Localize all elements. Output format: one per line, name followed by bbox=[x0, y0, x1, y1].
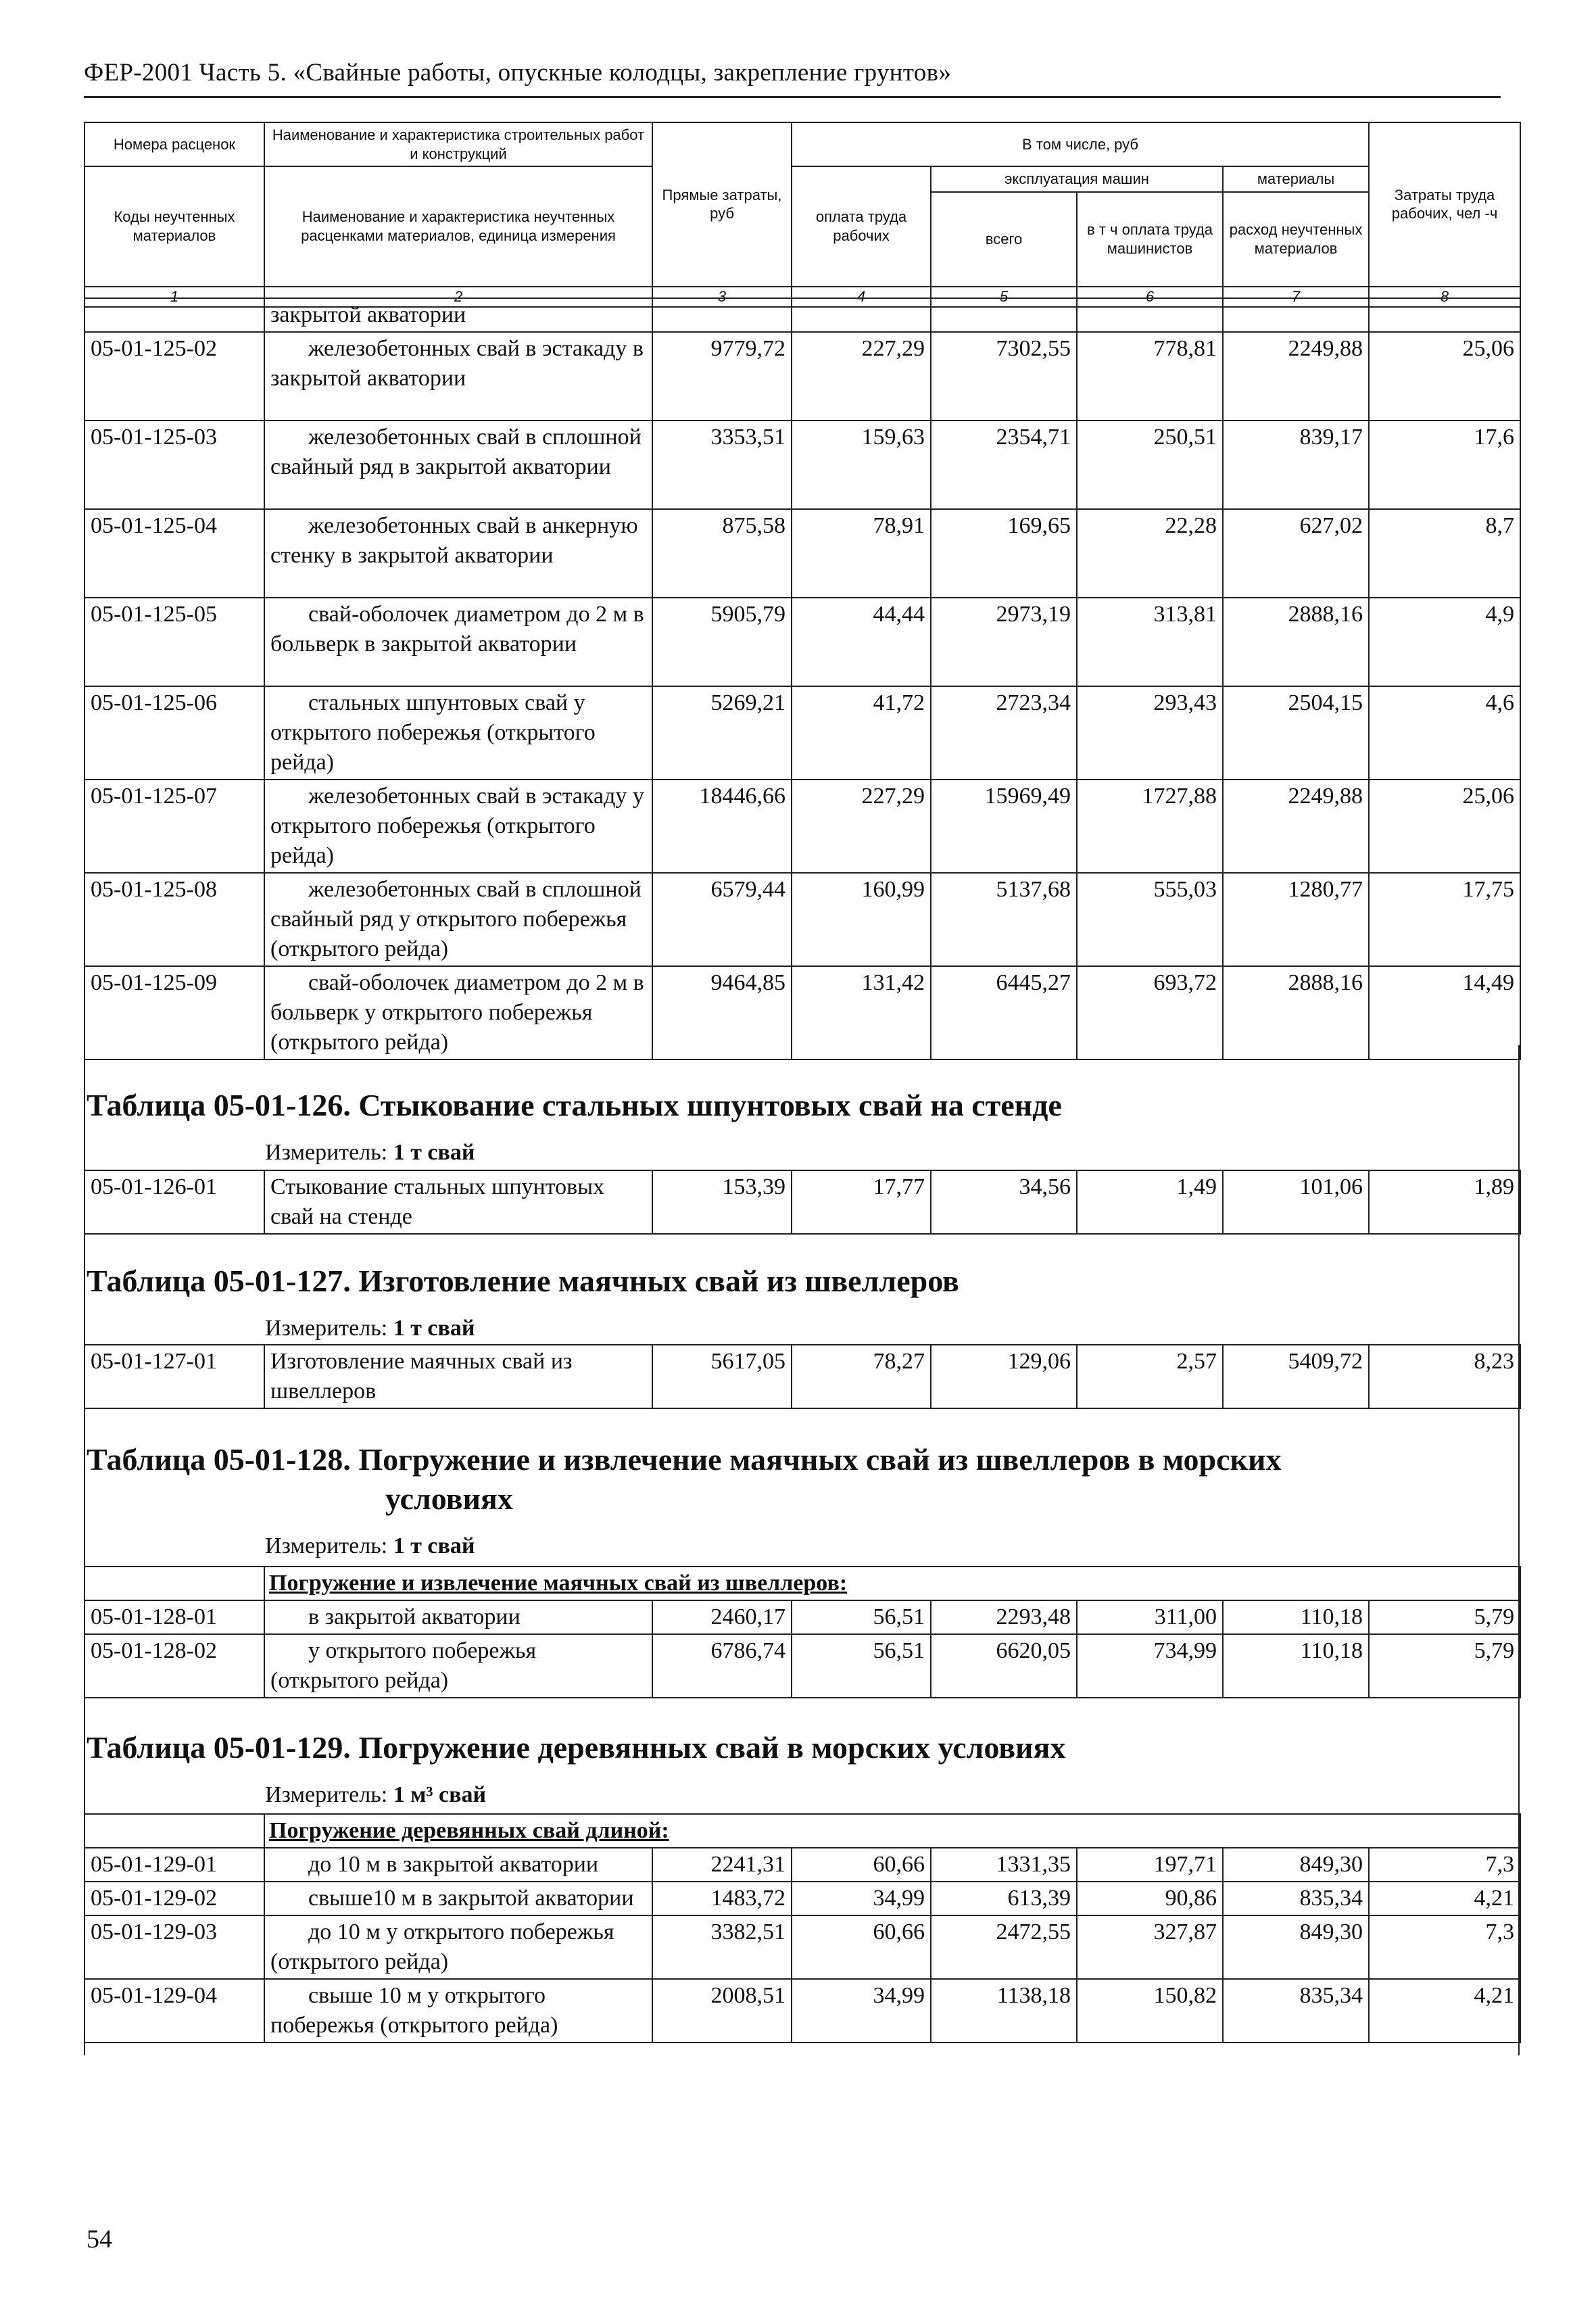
rate-code: 05-01-125-08 bbox=[84, 873, 264, 966]
hdr-mach-total: всего bbox=[931, 192, 1077, 287]
table-row bbox=[84, 1915, 1520, 1979]
rate-code: 05-01-126-01 bbox=[84, 1170, 264, 1234]
rate-code: 05-01-128-01 bbox=[84, 1600, 264, 1634]
rate-description: железобетонных свай в эстакаду у открытого побережья (открытого рейда) bbox=[270, 784, 644, 868]
table-row bbox=[84, 780, 1520, 873]
rate-description: до 10 м у открытого побережья (открытого рейда) bbox=[270, 1919, 614, 1974]
hdr-group: В том числе, руб bbox=[792, 122, 1369, 166]
hdr-materials: материалы bbox=[1223, 166, 1369, 192]
value-direct: 5269,21 bbox=[652, 686, 792, 780]
value-labor: 227,29 bbox=[792, 780, 931, 873]
col-number: 8 bbox=[1369, 287, 1520, 307]
value-mat: 110,18 bbox=[1223, 1600, 1369, 1634]
value-mach: 129,06 bbox=[931, 1345, 1077, 1408]
col-number: 7 bbox=[1223, 287, 1369, 307]
hdr-machines: эксплуатация машин bbox=[931, 166, 1223, 192]
value-direct: 9779,72 bbox=[652, 332, 792, 421]
value-mach: 1331,35 bbox=[931, 1848, 1077, 1882]
rate-description: стальных шпунтовых свай у открытого побережья (открытого рейда) bbox=[270, 690, 596, 775]
rate-description: свай-оболочек диаметром до 2 м в больверк у открытого побережья (открытого рейда) bbox=[270, 970, 644, 1055]
value-mat: 2249,88 bbox=[1223, 332, 1369, 421]
value-hours: 5,79 bbox=[1369, 1600, 1520, 1634]
value-direct: 3382,51 bbox=[652, 1915, 792, 1979]
value-labor: 78,91 bbox=[792, 509, 931, 598]
hdr-mach-labor: в т ч оплата труда машинистов bbox=[1077, 192, 1223, 287]
page-header: ФЕР-2001 Часть 5. «Свайные работы, опускные колодцы, закрепление грунтов» bbox=[84, 59, 952, 87]
value-direct: 2241,31 bbox=[652, 1848, 792, 1882]
hdr-name: Наименование и характеристика строительных работ и конструкций bbox=[264, 122, 652, 166]
value-labor: 34,99 bbox=[792, 1882, 931, 1915]
value-direct: 5905,79 bbox=[652, 598, 792, 686]
value-mach-labor: 22,28 bbox=[1077, 509, 1223, 598]
value-hours: 5,79 bbox=[1369, 1634, 1520, 1698]
value-hours: 25,06 bbox=[1369, 780, 1520, 873]
value-mach-labor: 693,72 bbox=[1077, 966, 1223, 1059]
value-hours: 17,6 bbox=[1369, 421, 1520, 509]
table-row bbox=[84, 421, 1520, 509]
continued-label: закрытой акватории bbox=[264, 298, 652, 332]
table-126 bbox=[84, 1170, 1521, 1235]
value-mach-labor: 778,81 bbox=[1077, 332, 1223, 421]
value-labor: 56,51 bbox=[792, 1600, 931, 1634]
value-hours: 4,21 bbox=[1369, 1979, 1520, 2043]
hdr-direct: Прямые затраты, руб bbox=[652, 122, 792, 287]
value-mach-labor: 313,81 bbox=[1077, 598, 1223, 686]
value-hours: 7,3 bbox=[1369, 1848, 1520, 1882]
rate-code: 05-01-125-04 bbox=[84, 509, 264, 598]
table-126-title: Таблица 05-01-126. Стыкование стальных шпунтовых свай на стенде bbox=[87, 1088, 1062, 1122]
value-mach: 169,65 bbox=[931, 509, 1077, 598]
value-mach-labor: 1,49 bbox=[1077, 1170, 1223, 1234]
table-128 bbox=[84, 1566, 1521, 1698]
value-hours: 4,21 bbox=[1369, 1882, 1520, 1915]
rate-description: свыше10 м в закрытой акватории bbox=[308, 1886, 634, 1911]
rate-code: 05-01-125-09 bbox=[84, 966, 264, 1059]
value-mat: 835,34 bbox=[1223, 1882, 1369, 1915]
table-row bbox=[84, 1979, 1520, 2043]
value-hours: 4,6 bbox=[1369, 686, 1520, 780]
col-number: 2 bbox=[264, 287, 652, 307]
table-row bbox=[84, 1345, 1520, 1408]
value-mat: 1280,77 bbox=[1223, 873, 1369, 966]
value-direct: 2008,51 bbox=[652, 1979, 792, 2043]
value-direct: 2460,17 bbox=[652, 1600, 792, 1634]
table-row bbox=[84, 1600, 1520, 1634]
value-labor: 34,99 bbox=[792, 1979, 931, 2043]
rate-description: железобетонных свай в эстакаду в закрытой акватории bbox=[270, 336, 644, 391]
rate-code: 05-01-129-03 bbox=[84, 1915, 264, 1979]
value-labor: 17,77 bbox=[792, 1170, 931, 1234]
value-labor: 41,72 bbox=[792, 686, 931, 780]
value-mach: 34,56 bbox=[931, 1170, 1077, 1234]
value-direct: 153,39 bbox=[652, 1170, 792, 1234]
rate-description: железобетонных свай в сплошной свайный ряд в закрытой акватории bbox=[270, 425, 642, 479]
value-mach: 6445,27 bbox=[931, 966, 1077, 1059]
rate-description: железобетонных свай в сплошной свайный ряд у открытого побережья (открытого рейда) bbox=[270, 877, 642, 961]
value-mach-labor: 327,87 bbox=[1077, 1915, 1223, 1979]
value-mat: 849,30 bbox=[1223, 1848, 1369, 1882]
value-mach: 2354,71 bbox=[931, 421, 1077, 509]
value-mat: 110,18 bbox=[1223, 1634, 1369, 1698]
table-127-title: Таблица 05-01-127. Изготовление маячных свай из швеллеров bbox=[87, 1264, 959, 1298]
value-labor: 131,42 bbox=[792, 966, 931, 1059]
value-hours: 8,23 bbox=[1369, 1345, 1520, 1408]
rate-description: в закрытой акватории bbox=[308, 1604, 521, 1629]
rate-description: свыше 10 м у открытого побережья (открытого рейда) bbox=[270, 1983, 558, 2038]
value-direct: 9464,85 bbox=[652, 966, 792, 1059]
value-hours: 4,9 bbox=[1369, 598, 1520, 686]
rate-code: 05-01-128-02 bbox=[84, 1634, 264, 1698]
col-number: 1 bbox=[84, 287, 264, 307]
value-mach: 7302,55 bbox=[931, 332, 1077, 421]
table-127 bbox=[84, 1344, 1521, 1409]
rate-code: 05-01-129-04 bbox=[84, 1979, 264, 2043]
rate-description: железобетонных свай в анкерную стенку в закрытой акватории bbox=[270, 513, 638, 568]
col-number: 3 bbox=[652, 287, 792, 307]
value-mat: 2504,15 bbox=[1223, 686, 1369, 780]
hdr-labor: оплата труда рабочих bbox=[792, 166, 931, 287]
value-mach-labor: 293,43 bbox=[1077, 686, 1223, 780]
table-125 bbox=[84, 297, 1521, 1060]
table-row bbox=[84, 1634, 1520, 1698]
table-126-unit: Измеритель: 1 т свай bbox=[265, 1140, 475, 1165]
table-row bbox=[84, 1170, 1520, 1234]
value-labor: 60,66 bbox=[792, 1915, 931, 1979]
value-mach: 613,39 bbox=[931, 1882, 1077, 1915]
table-128-unit: Измеритель: 1 т свай bbox=[265, 1533, 475, 1558]
table-row bbox=[84, 332, 1520, 421]
rate-code: 05-01-127-01 bbox=[84, 1345, 264, 1408]
value-mat: 627,02 bbox=[1223, 509, 1369, 598]
col-number: 6 bbox=[1077, 287, 1223, 307]
rate-code: 05-01-129-02 bbox=[84, 1882, 264, 1915]
table-127-unit: Измеритель: 1 т свай bbox=[265, 1316, 475, 1341]
hdr-material-codes: Коды неучтенных материалов bbox=[84, 166, 264, 287]
rate-code: 05-01-125-06 bbox=[84, 686, 264, 780]
value-labor: 160,99 bbox=[792, 873, 931, 966]
value-direct: 875,58 bbox=[652, 509, 792, 598]
table-row bbox=[84, 598, 1520, 686]
value-mat: 2249,88 bbox=[1223, 780, 1369, 873]
value-mach-labor: 2,57 bbox=[1077, 1345, 1223, 1408]
value-labor: 159,63 bbox=[792, 421, 931, 509]
table-row bbox=[84, 873, 1520, 966]
hdr-material-usage: расход неучтенных материалов bbox=[1223, 192, 1369, 287]
value-mach: 2293,48 bbox=[931, 1600, 1077, 1634]
value-mach-labor: 197,71 bbox=[1077, 1848, 1223, 1882]
value-hours: 17,75 bbox=[1369, 873, 1520, 966]
value-direct: 1483,72 bbox=[652, 1882, 792, 1915]
rate-code: 05-01-125-02 bbox=[84, 332, 264, 421]
value-mat: 2888,16 bbox=[1223, 598, 1369, 686]
value-hours: 25,06 bbox=[1369, 332, 1520, 421]
value-mach-labor: 734,99 bbox=[1077, 1634, 1223, 1698]
rate-description: Стыкование стальных шпунтовых свай на стенде bbox=[264, 1170, 652, 1234]
value-mach-labor: 150,82 bbox=[1077, 1979, 1223, 2043]
value-mat: 101,06 bbox=[1223, 1170, 1369, 1234]
table-128-group: Погружение и извлечение маячных свай из швеллеров: bbox=[264, 1567, 1520, 1600]
value-mach: 1138,18 bbox=[931, 1979, 1077, 2043]
table-row bbox=[84, 686, 1520, 780]
value-hours: 1,89 bbox=[1369, 1170, 1520, 1234]
value-mat: 2888,16 bbox=[1223, 966, 1369, 1059]
value-mach: 2472,55 bbox=[931, 1915, 1077, 1979]
table-129 bbox=[84, 1813, 1521, 2043]
value-mach: 6620,05 bbox=[931, 1634, 1077, 1698]
value-hours: 14,49 bbox=[1369, 966, 1520, 1059]
value-mat: 5409,72 bbox=[1223, 1345, 1369, 1408]
value-direct: 6786,74 bbox=[652, 1634, 792, 1698]
rate-description: Изготовление маячных свай из швеллеров bbox=[264, 1345, 652, 1408]
value-mach: 15969,49 bbox=[931, 780, 1077, 873]
value-mat: 839,17 bbox=[1223, 421, 1369, 509]
col-number: 4 bbox=[792, 287, 931, 307]
rate-code: 05-01-125-03 bbox=[84, 421, 264, 509]
rate-description: до 10 м в закрытой акватории bbox=[308, 1852, 599, 1877]
value-mach-labor: 311,00 bbox=[1077, 1600, 1223, 1634]
rate-code: 05-01-125-07 bbox=[84, 780, 264, 873]
hdr-material-name: Наименование и характеристика неучтенных расценками материалов, единица измерения bbox=[264, 166, 652, 287]
table-129-title: Таблица 05-01-129. Погружение деревянных свай в морских условиях bbox=[87, 1730, 1066, 1765]
value-direct: 6579,44 bbox=[652, 873, 792, 966]
value-direct: 3353,51 bbox=[652, 421, 792, 509]
value-mach-labor: 90,86 bbox=[1077, 1882, 1223, 1915]
value-labor: 78,27 bbox=[792, 1345, 931, 1408]
value-mach: 2973,19 bbox=[931, 598, 1077, 686]
hdr-hours: Затраты труда рабочих, чел -ч bbox=[1369, 122, 1520, 287]
value-mach: 5137,68 bbox=[931, 873, 1077, 966]
rate-description: свай-оболочек диаметром до 2 м в больверк в закрытой акватории bbox=[270, 602, 644, 657]
table-row bbox=[84, 1848, 1520, 1882]
table-row bbox=[84, 509, 1520, 598]
table-129-unit: Измеритель: 1 м³ свай bbox=[265, 1782, 487, 1807]
header-rule bbox=[84, 96, 1501, 98]
value-hours: 7,3 bbox=[1369, 1915, 1520, 1979]
rate-code: 05-01-125-05 bbox=[84, 598, 264, 686]
table-129-group: Погружение деревянных свай длиной: bbox=[264, 1814, 1520, 1848]
column-header-table bbox=[84, 122, 1521, 308]
value-mat: 835,34 bbox=[1223, 1979, 1369, 2043]
value-labor: 227,29 bbox=[792, 332, 931, 421]
rate-description: у открытого побережья (открытого рейда) bbox=[270, 1638, 537, 1693]
value-mach-labor: 1727,88 bbox=[1077, 780, 1223, 873]
value-mach-labor: 250,51 bbox=[1077, 421, 1223, 509]
value-direct: 18446,66 bbox=[652, 780, 792, 873]
table-row bbox=[84, 1882, 1520, 1915]
value-direct: 5617,05 bbox=[652, 1345, 792, 1408]
value-hours: 8,7 bbox=[1369, 509, 1520, 598]
hdr-codes: Номера расценок bbox=[84, 122, 264, 166]
value-labor: 60,66 bbox=[792, 1848, 931, 1882]
value-mach: 2723,34 bbox=[931, 686, 1077, 780]
value-labor: 56,51 bbox=[792, 1634, 931, 1698]
value-mach-labor: 555,03 bbox=[1077, 873, 1223, 966]
value-labor: 44,44 bbox=[792, 598, 931, 686]
value-mat: 849,30 bbox=[1223, 1915, 1369, 1979]
page-number: 54 bbox=[87, 2225, 112, 2253]
rate-code: 05-01-129-01 bbox=[84, 1848, 264, 1882]
col-number: 5 bbox=[931, 287, 1077, 307]
table-128-title: Таблица 05-01-128. Погружение и извлечение маячных свай из швеллеров в морских условиях bbox=[87, 1442, 1282, 1516]
